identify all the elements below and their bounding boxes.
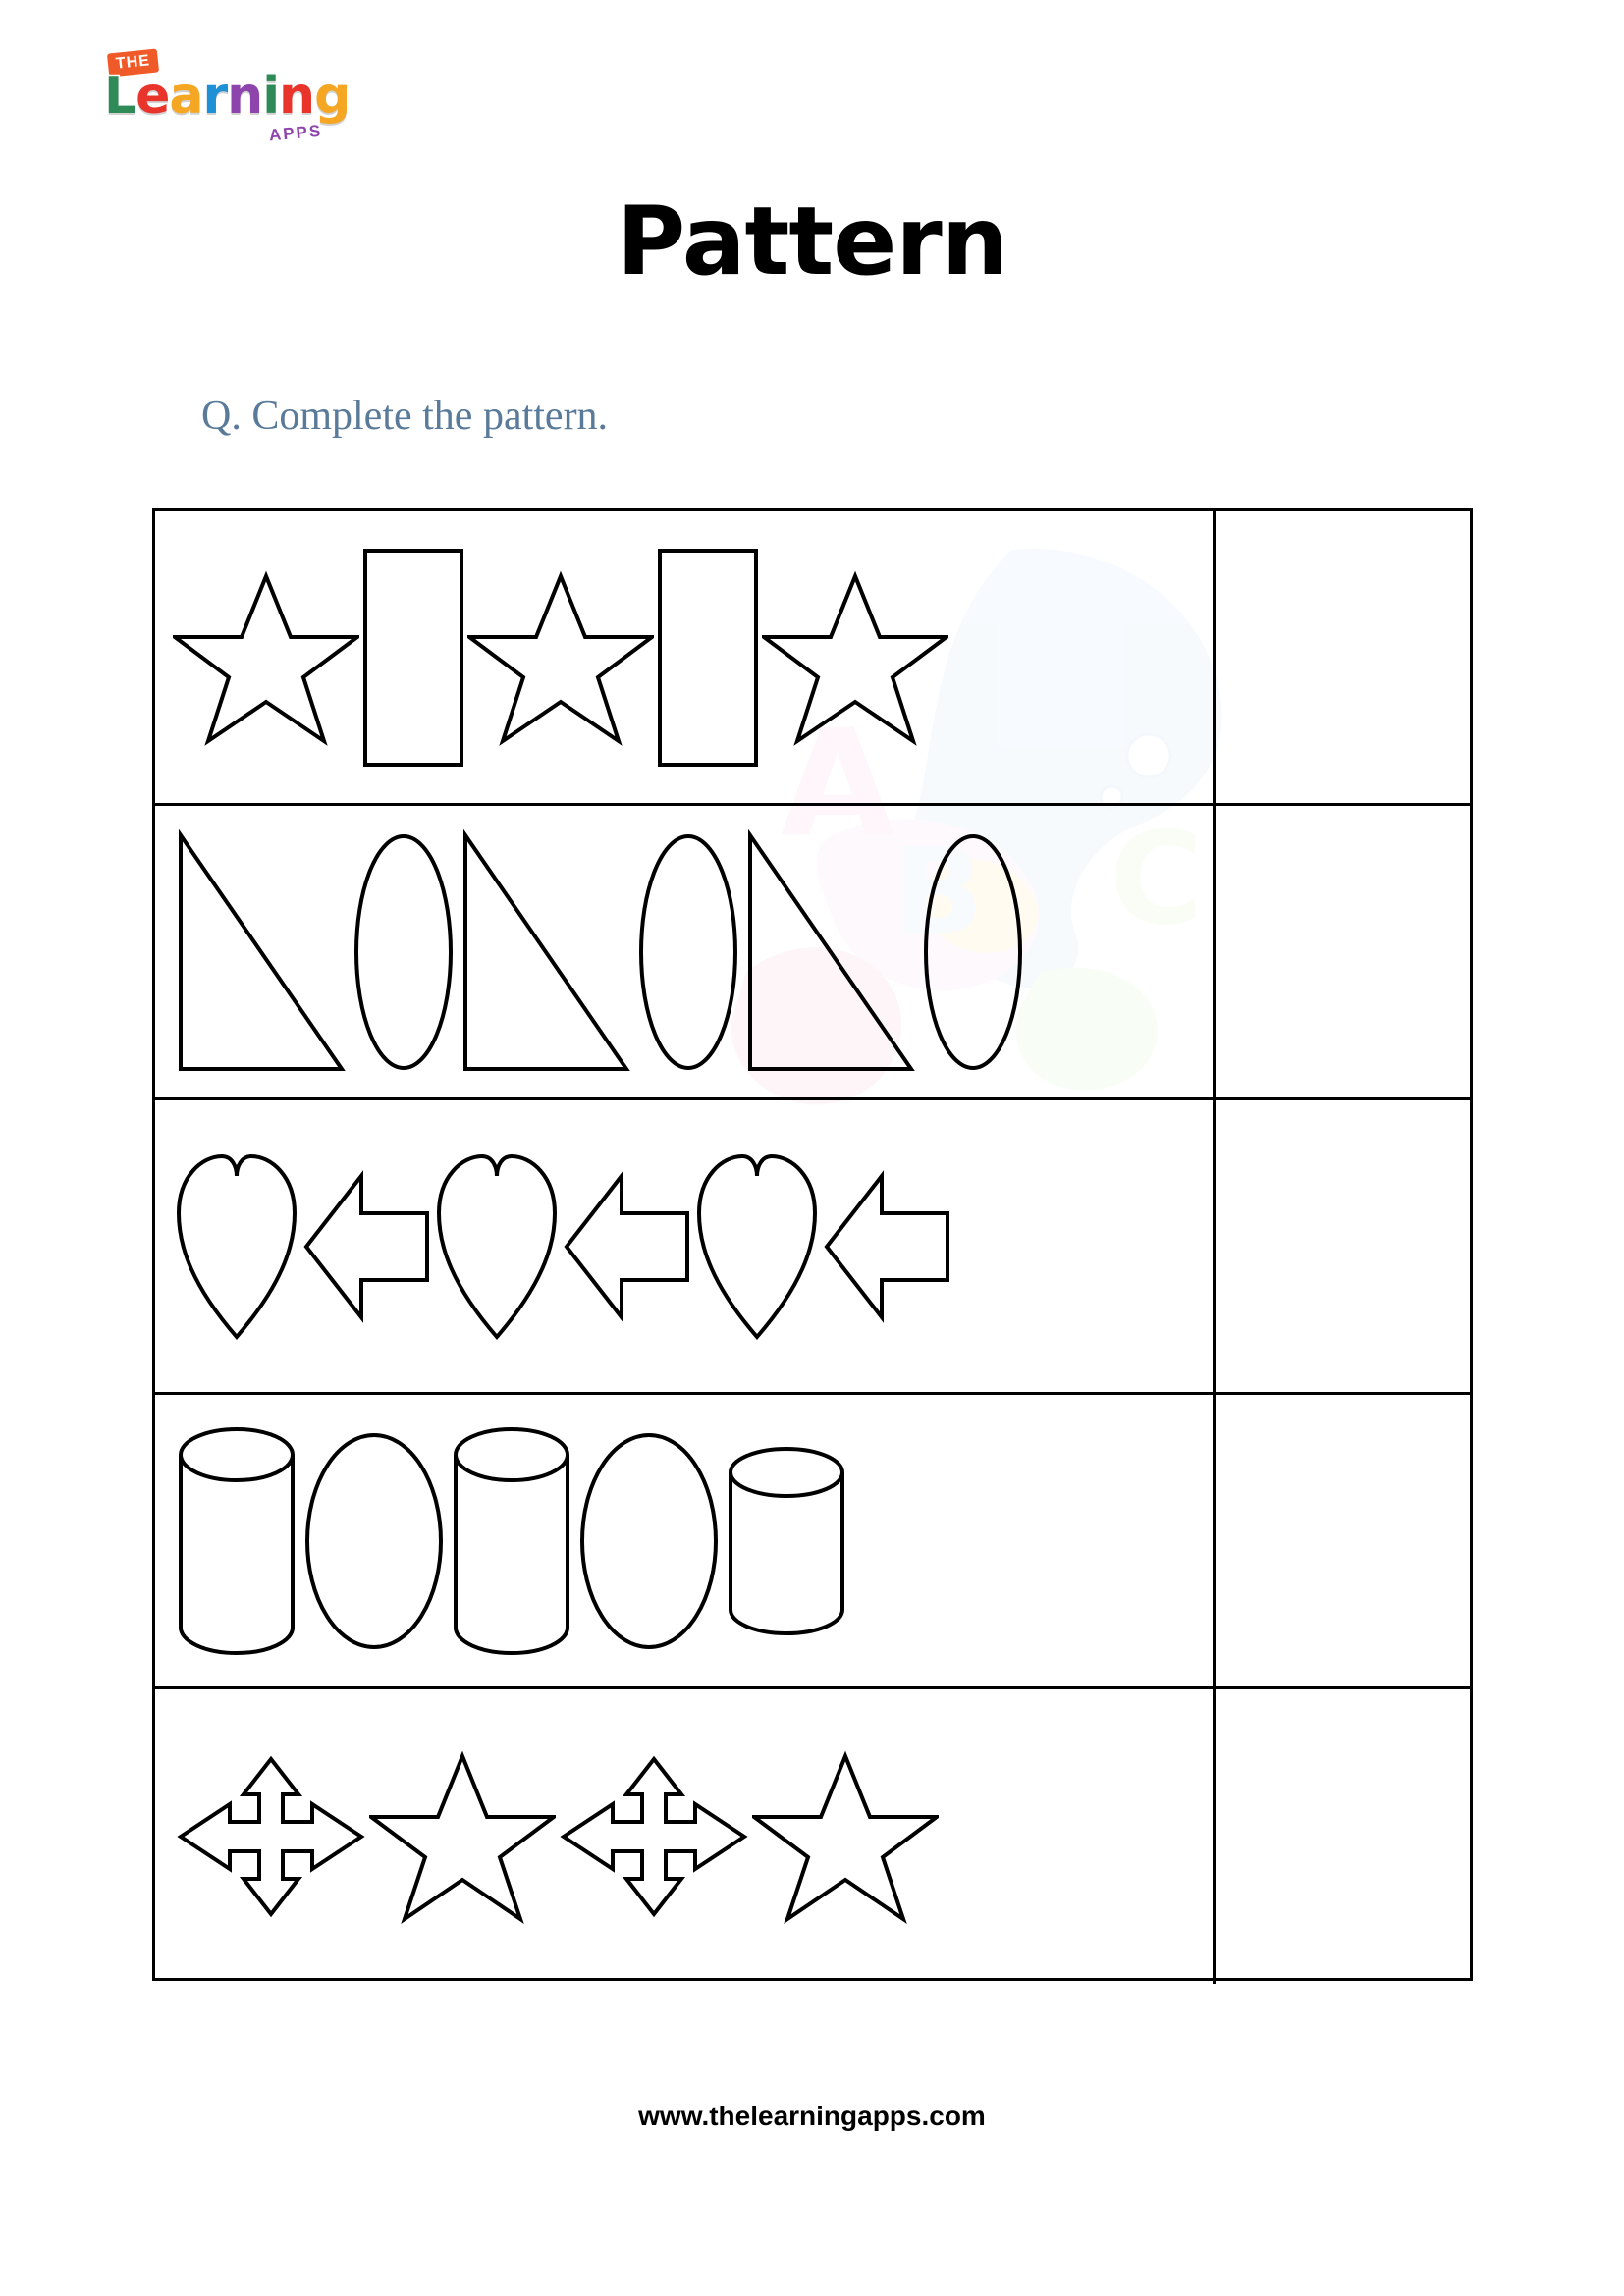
heart-shape <box>693 1148 821 1345</box>
arrow-left-shape <box>300 1168 433 1325</box>
triangle-shape <box>458 829 634 1075</box>
row-4-answer-cell[interactable] <box>1216 1395 1470 1686</box>
arrow-left-shape <box>561 1168 693 1325</box>
pattern-table <box>152 508 1473 1981</box>
star-shape <box>752 1748 939 1925</box>
star-shape <box>369 1748 556 1925</box>
star-shape <box>467 566 654 748</box>
table-row <box>155 806 1470 1100</box>
logo-wordmark: Learning <box>104 67 351 126</box>
four-arrows-shape <box>556 1753 752 1920</box>
footer-url: www.thelearningapps.com <box>638 2101 986 2131</box>
arrow-left-shape <box>821 1168 953 1325</box>
row-1-answer-cell[interactable] <box>1216 511 1470 803</box>
table-row <box>155 1395 1470 1689</box>
heart-shape <box>173 1148 300 1345</box>
oval-shape <box>575 1428 723 1654</box>
svg-text:C: C <box>1110 804 1204 953</box>
row-5-pattern-cells <box>155 1689 1216 1984</box>
row-2-answer-cell[interactable] <box>1216 806 1470 1097</box>
page-title: Pattern <box>616 187 1008 296</box>
triangle-shape <box>173 829 350 1075</box>
row-4-pattern-cells <box>155 1395 1216 1686</box>
triangle-shape <box>742 829 919 1075</box>
star-shape <box>173 566 359 748</box>
row-2-pattern-cells <box>155 806 1216 1097</box>
svg-text:A: A <box>781 699 895 870</box>
table-row <box>155 511 1470 806</box>
row-1-pattern-cells <box>155 511 1216 803</box>
table-row <box>155 1689 1470 1984</box>
four-arrows-shape <box>173 1753 369 1920</box>
instruction-text: Q. Complete the pattern. <box>201 394 609 439</box>
cylinder-shape <box>448 1423 575 1659</box>
rectangle-shape <box>359 545 467 771</box>
rectangle-shape <box>654 545 762 771</box>
logo-subtext-apps: APPS <box>268 121 323 145</box>
cylinder-shape <box>723 1443 850 1639</box>
svg-text:B: B <box>893 825 984 961</box>
ellipse-shape <box>919 829 1027 1075</box>
row-3-answer-cell[interactable] <box>1216 1100 1470 1392</box>
logo-badge-the: THE <box>107 48 159 77</box>
site-logo <box>94 47 379 155</box>
row-3-pattern-cells <box>155 1100 1216 1392</box>
cylinder-shape <box>173 1423 300 1659</box>
table-row <box>155 1100 1470 1395</box>
heart-shape <box>433 1148 561 1345</box>
oval-shape <box>300 1428 448 1654</box>
star-shape <box>762 566 948 748</box>
ellipse-shape <box>350 829 458 1075</box>
row-5-answer-cell[interactable] <box>1216 1689 1470 1984</box>
ellipse-shape <box>634 829 742 1075</box>
